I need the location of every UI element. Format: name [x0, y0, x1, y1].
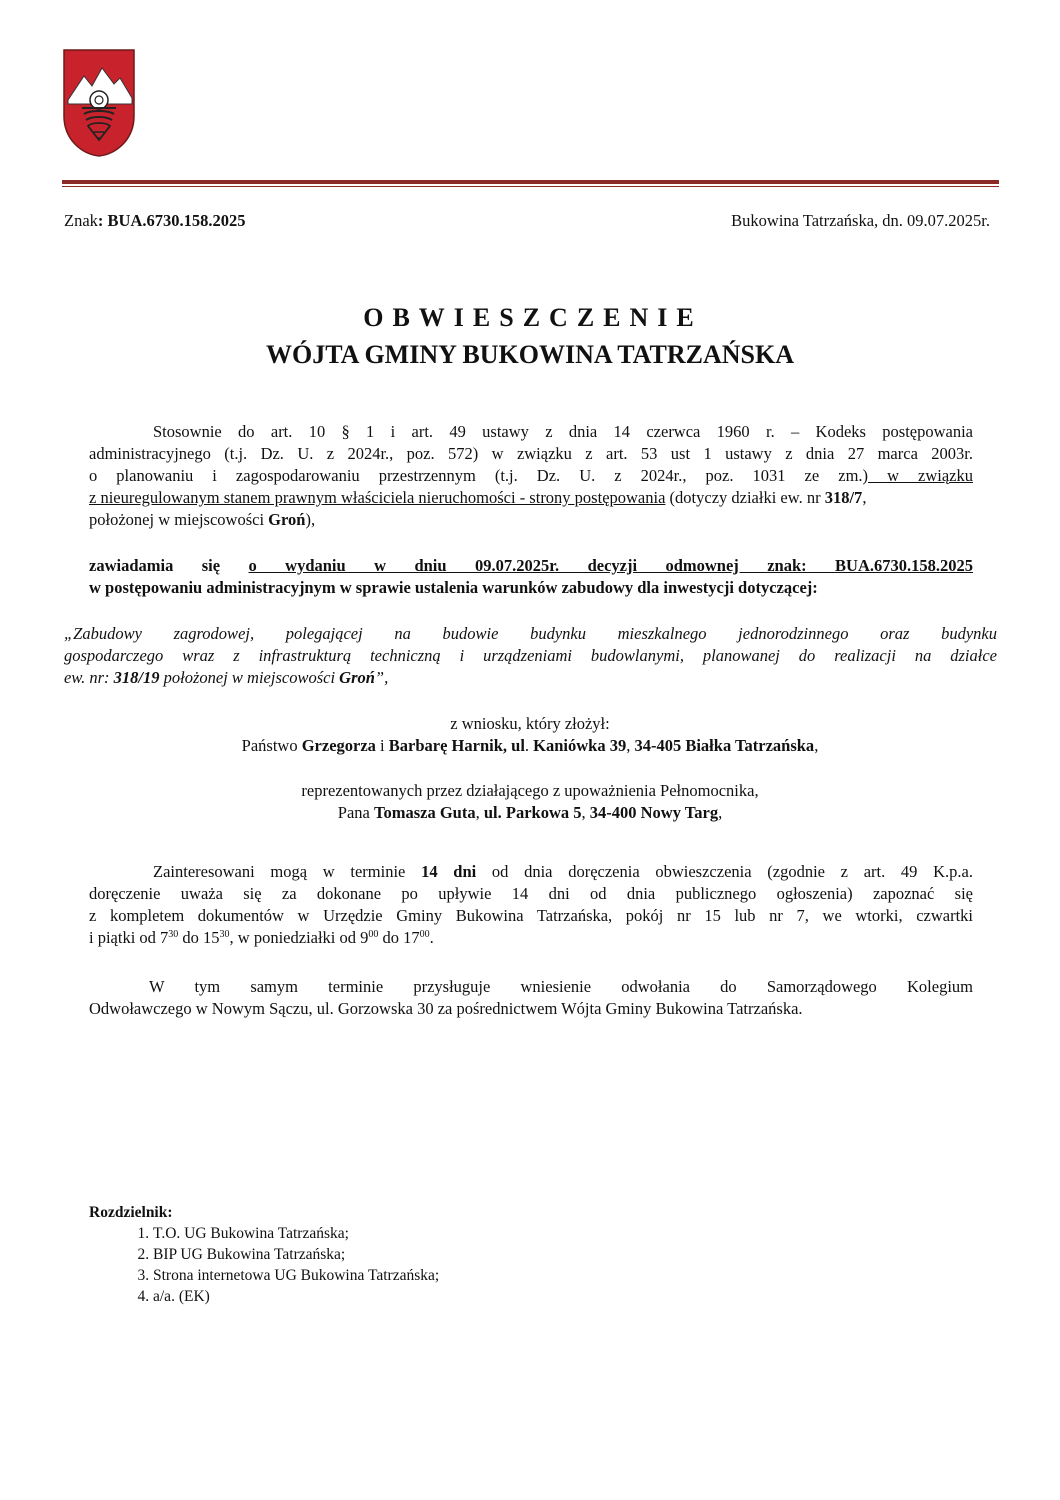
applicant-block: z wniosku, który złożył: Państwo Grzegorza i Barbarę Harnik, ul. Kaniówka 39, 34-405 Białka Tatrzańska,: [241, 714, 819, 755]
list-item: 2. BIP UG Bukowina Tatrzańska;: [153, 1244, 439, 1265]
notification-paragraph: zawiadamia się o wydaniu w dniu 09.07.2025r. decyzji odmownej znak: BUA.6730.158.2025 w postępowaniu administracyjnym w sprawie ustalenia warunków zabudowy dla inwestycji dotyczącej:: [89, 556, 973, 597]
distribution-list: [89, 1202, 439, 1307]
list-item: 4. a/a. (EK): [153, 1286, 439, 1307]
investment-description: „Zabudowy zagrodowej, polegającej na budowie budynku mieszkalnego jednorodzinnego oraz budynku gospodarczego wraz z infrastrukturą techniczną i urządzeniami budowlanymi, planowanej do realizacji na działce ew. nr: 318/19 położonej w miejscowości Groń”,: [64, 624, 997, 687]
header-rule: [62, 180, 999, 184]
reference-number: Znak: BUA.6730.158.2025: [64, 211, 246, 230]
place-date: Bukowina Tatrzańska, dn. 09.07.2025r.: [731, 211, 990, 230]
distribution-heading: Rozdzielnik:: [89, 1204, 173, 1221]
document-subtitle: WÓJTA GMINY BUKOWINA TATRZAŃSKA: [265, 340, 794, 369]
inspection-paragraph: Zainteresowani mogą w terminie 14 dni od dnia doręczenia obwieszczenia (zgodnie z art. 49 K.p.a. doręczenie uważa się za dokonane po upływie 14 dni od dnia publicznego ogłoszenia) zapoznać się z kompletem dokumentów w Urzędzie Gminy Bukowina Tatrzańska, pokój nr 15 lub nr 7, we wtorki, czwartki i piątki od $7^{30}$ do $15^{30}$, w poniedziałki od $9^{00}$ do $17^{00}$.: [89, 862, 973, 947]
list-item: 1. T.O. UG Bukowina Tatrzańska;: [153, 1223, 439, 1244]
legal-basis-paragraph: Stosownie do art. 10 § 1 i art. 49 ustawy z dnia 14 czerwca 1960 r. – Kodeks postępowania administracyjnego (t.j. Dz. U. z 2024r., poz. 572) w związku z art. 53 ust 1 ustawy z dnia 27 marca 2003r. o planowaniu i zagospodarowaniu przestrzennym (t.j. Dz. U. z 2024r., poz. 1031 ze zm.) w związku z nieuregulowanym stanem prawnym właściciela nieruchomości - strony postępowania (dotyczy działki ew. nr 318/7, położonej w miejscowości Groń),: [89, 422, 973, 529]
representative-block: reprezentowanych przez działającego z upoważnienia Pełnomocnika, Pana Tomasza Guta, ul. Parkowa 5, 34-400 Nowy Targ,: [301, 781, 759, 822]
coat-of-arms-logo: [62, 48, 136, 158]
header-rule-thin: [62, 186, 999, 187]
list-item: 3. Strona internetowa UG Bukowina Tatrzańska;: [153, 1265, 439, 1286]
document-title: OBWIESZCZENIE: [363, 303, 703, 332]
appeal-paragraph: W tym samym terminie przysługuje wniesienie odwołania do Samorządowego Kolegium Odwoławczego w Nowym Sączu, ul. Gorzowska 30 za pośrednictwem Wójta Gminy Bukowina Tatrzańska.: [89, 977, 973, 1018]
